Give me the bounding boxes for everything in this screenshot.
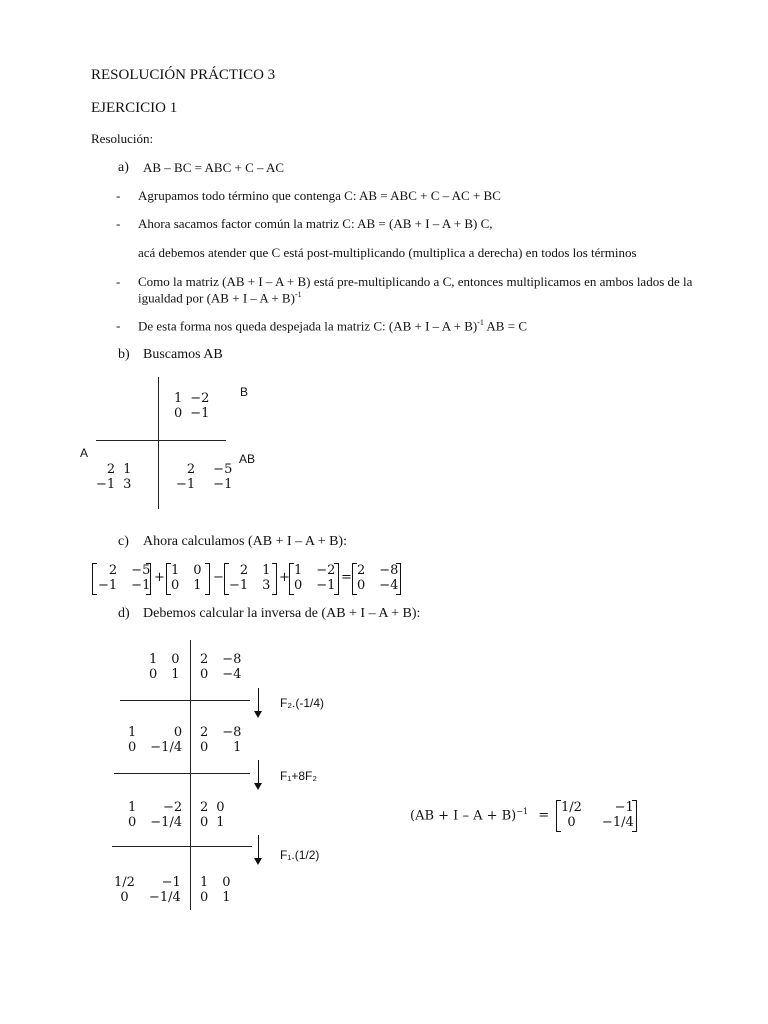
- item-d-text: Debemos calcular la inversa de (AB + I – A + B):: [143, 606, 421, 621]
- label-b: B: [240, 385, 249, 399]
- down-arrow-icon: [258, 688, 259, 712]
- row-operation-1: F₂.(-1/4): [280, 696, 324, 710]
- item-a-equation: AB – BC = ABC + C – AC: [143, 160, 285, 175]
- matrix-c-result: 2 −8 0 −4: [357, 563, 399, 593]
- step-group-c: Agrupamos todo término que contenga C: AB = ABC + C – AC + BC: [138, 188, 501, 203]
- table-b-horizontal-line: [96, 440, 226, 441]
- down-arrow-icon: [258, 760, 259, 784]
- exercise-title: EJERCICIO 1: [91, 100, 178, 116]
- inverse-step1-left: 1 0 0 −1/4: [128, 725, 183, 755]
- matrix-c-4: 1 −2 0 −1: [294, 563, 336, 593]
- table-b-vertical-line: [158, 377, 159, 509]
- item-b-label: b): [118, 347, 130, 362]
- bracket-right: [632, 800, 637, 832]
- step-factor-note: acá debemos atender que C está post-multiplicando (multiplica a derecha) en todos los términos: [138, 245, 637, 260]
- resolution-label: Resolución:: [91, 131, 154, 146]
- operator-equals: =: [341, 570, 352, 585]
- matrix-ab: 2 −5 −1 −1: [176, 462, 233, 492]
- inverse-step2-right: 2 0 0 1: [200, 800, 225, 830]
- inverse-step1-right: 2 −8 0 1: [200, 725, 242, 755]
- bracket-right: [146, 563, 151, 595]
- label-ab: AB: [239, 452, 256, 466]
- bullet-dash: -: [116, 216, 121, 231]
- inverse-table-separator: [120, 700, 250, 701]
- row-operation-3: F₁.(1/2): [280, 848, 320, 862]
- matrix-a: 2 1 −1 3: [96, 462, 132, 492]
- inverse-step0-right: 2 −8 0 −4: [200, 652, 242, 682]
- item-a-label: a): [118, 160, 129, 175]
- step-premultiply-line2: igualdad por (AB + I – A + B)$^{-1}$: [138, 290, 302, 306]
- down-arrow-icon: [258, 835, 259, 859]
- bullet-dash: -: [116, 188, 121, 203]
- inverse-step3-right: 1 0 0 1: [200, 875, 231, 905]
- step-factor-c: Ahora sacamos factor común la matriz C: AB = (AB + I – A + B) C,: [138, 216, 493, 231]
- inverse-step2-left: 1 −2 0 −1/4: [128, 800, 183, 830]
- inverse-table-separator: [114, 773, 250, 774]
- bracket-right: [396, 563, 401, 595]
- inverse-step3-left: 1/2 −1 0 −1/4: [114, 875, 181, 905]
- label-a: A: [80, 446, 89, 460]
- bullet-dash: -: [116, 318, 121, 333]
- bracket-right: [205, 563, 210, 595]
- step-result-c: De esta forma nos queda despejada la matriz C: (AB + I – A + B)$^{-1}$ AB = C: [138, 318, 527, 334]
- inverse-table-vertical-line: [190, 640, 191, 910]
- item-d-label: d): [118, 606, 130, 621]
- page-title: RESOLUCIÓN PRÁCTICO 3: [91, 67, 276, 83]
- inverse-table-separator: [112, 846, 252, 847]
- operator-plus: +: [279, 570, 290, 585]
- matrix-c-3: 2 1 −1 3: [229, 563, 271, 593]
- item-c-label: c): [118, 534, 129, 549]
- step-premultiply-line1: Como la matriz (AB + I – A + B) está pre-multiplicando a C, entonces multiplicamos en ambos lados de la: [138, 274, 693, 289]
- inverse-step0-left: 1 0 0 1: [149, 652, 180, 682]
- item-b-text: Buscamos AB: [143, 347, 223, 362]
- bracket-right: [272, 563, 277, 595]
- matrix-b: 1 −2 0 −1: [174, 391, 210, 421]
- inverse-result-lhs: (AB + I – A + B)$^{-1}$ =: [410, 807, 550, 824]
- row-operation-2: F₁+8F₂: [280, 769, 318, 783]
- matrix-c-1: 2 −5 −1 −1: [98, 563, 151, 593]
- bracket-right: [334, 563, 339, 595]
- bullet-dash: -: [116, 274, 121, 289]
- item-c-text: Ahora calculamos (AB + I – A + B):: [143, 534, 347, 549]
- operator-plus: +: [154, 570, 165, 585]
- inverse-result-matrix: 1/2 −1 0 −1/4: [561, 800, 634, 830]
- operator-minus: −: [213, 570, 224, 585]
- matrix-c-2: 1 0 0 1: [171, 563, 202, 593]
